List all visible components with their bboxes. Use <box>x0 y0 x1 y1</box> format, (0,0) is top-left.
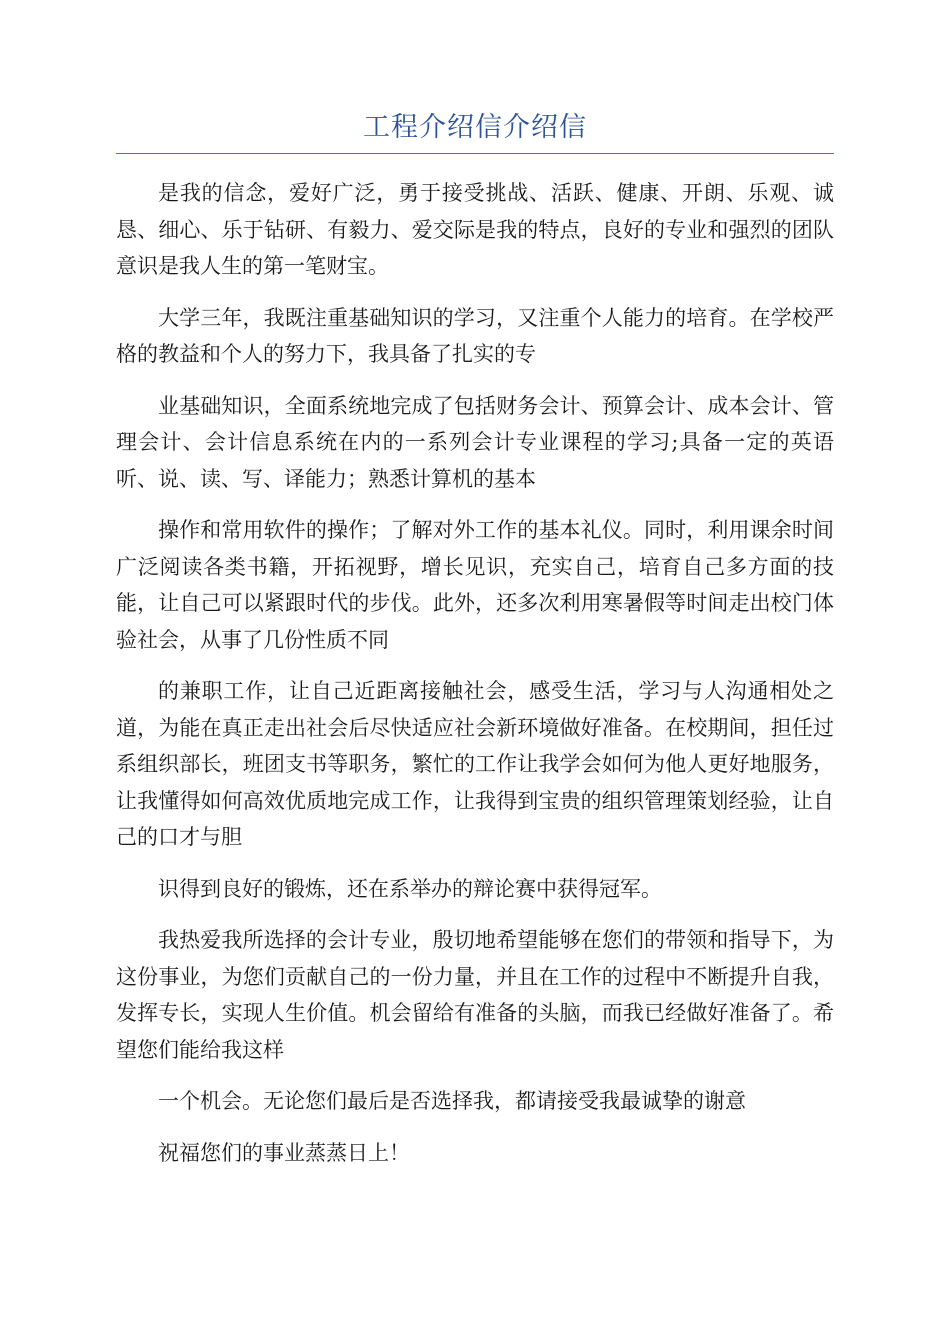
title-underline <box>116 153 834 154</box>
document-page <box>116 108 834 1171</box>
paragraph: 我热爱我所选择的会计专业，殷切地希望能够在您们的带领和指导下，为这份事业，为您们贡献自己的一份力量，并且在工作的过程中不断提升自我，发挥专长，实现人生价值。机会留给有准备的头脑，而我已经做好准备了。希望您们能给我这样 <box>116 928 834 1062</box>
paragraph: 业基础知识，全面系统地完成了包括财务会计、预算会计、成本会计、管理会计、会计信息系统在内的一系列会计专业课程的学习;具备一定的英语听、说、读、写、译能力；熟悉计算机的基本 <box>116 393 834 491</box>
paragraph: 操作和常用软件的操作；了解对外工作的基本礼仪。同时，利用课余时间广泛阅读各类书籍，开拓视野，增长见识，充实自己，培育自己多方面的技能，让自己可以紧跟时代的步伐。此外，还多次利用寒暑假等时间走出校门体验社会，从事了几份性质不同 <box>116 518 834 652</box>
paragraph: 识得到良好的锻炼，还在系举办的辩论赛中获得冠军。 <box>158 876 662 901</box>
paragraph: 一个机会。无论您们最后是否选择我，都请接受我最诚挚的谢意 <box>158 1089 746 1113</box>
paragraph: 大学三年，我既注重基础知识的学习，又注重个人能力的培育。在学校严格的教益和个人的努力下，我具备了扎实的专 <box>116 305 834 366</box>
document-body <box>116 175 834 1171</box>
document-title: 工程介绍信介绍信 <box>363 112 587 143</box>
paragraph: 是我的信念，爱好广泛，勇于接受挑战、活跃、健康、开朗、乐观、诚恳、细心、乐于钻研、有毅力、爱交际是我的特点，良好的专业和强烈的团队意识是我人生的第一笔财宝。 <box>116 181 834 278</box>
paragraph: 的兼职工作，让自己近距离接触社会，感受生活，学习与人沟通相处之道，为能在真正走出社会后尽快适应社会新环境做好准备。在校期间，担任过系组织部长，班团支书等职务，繁忙的工作让我学会如何为他人更好地服务，让我懂得如何高效优质地完成工作，让我得到宝贵的组织管理策划经验，让自己的口才与胆 <box>116 679 834 849</box>
paragraph: 祝福您们的事业蒸蒸日上！ <box>158 1140 410 1165</box>
